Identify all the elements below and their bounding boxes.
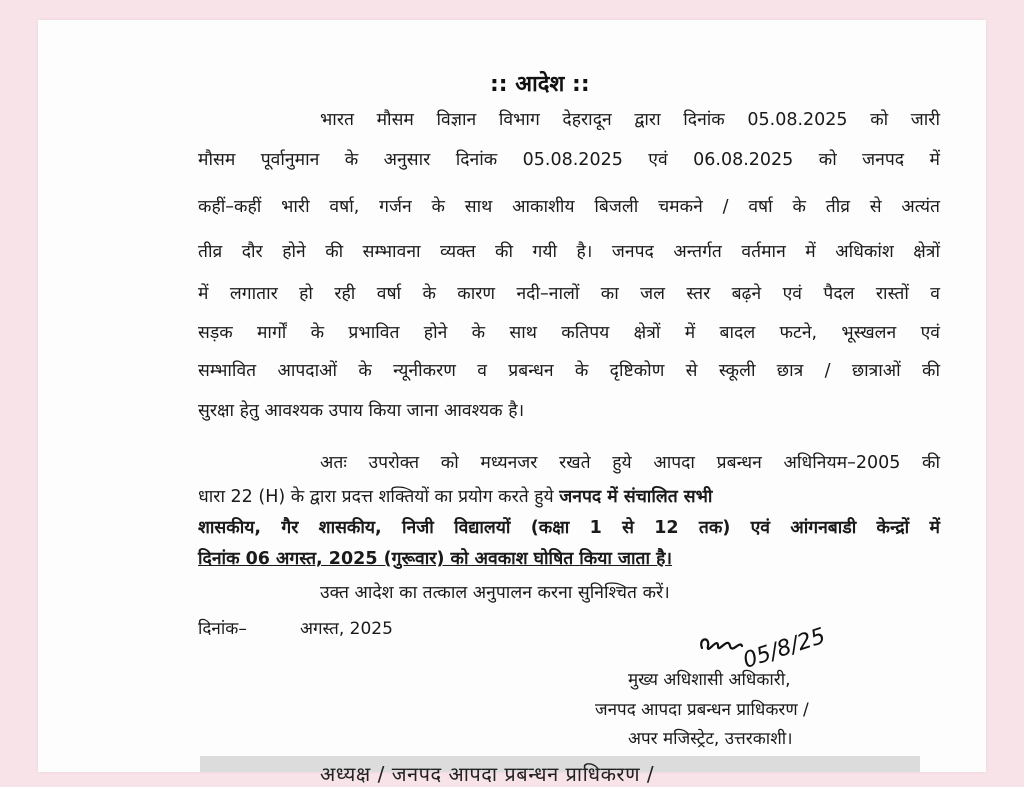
paragraph1-line8: सुरक्षा हेतु आवश्यक उपाय किया जाना आवश्यक है। — [198, 401, 525, 421]
paragraph2-line2-bold: जनपद में संचालित सभी — [559, 487, 713, 507]
paragraph1-line3: कहीं–कहीं भारी वर्षा, गर्जन के साथ आकाशीय बिजली चमकने / वर्षा के तीव्र से अत्यंत — [198, 197, 940, 217]
bottom-strip — [200, 756, 920, 786]
paragraph1-line2: मौसम पूर्वानुमान के अनुसार दिनांक 05.08.2025 एवं 06.08.2025 को जनपद में — [198, 150, 940, 170]
signature-line1: मुख्य अधिशासी अधिकारी, — [628, 670, 791, 690]
signature-line2: जनपद आपदा प्रबन्धन प्राधिकरण / — [595, 700, 809, 720]
paragraph1-line4: तीव्र दौर होने की सम्भावना व्यक्त की गयी है। जनपद अन्तर्गत वर्तमान में अधिकांश क्षेत्रों — [198, 242, 940, 262]
paragraph1-line1: भारत मौसम विज्ञान विभाग देहरादून द्वारा दिनांक 05.08.2025 को जारी — [320, 110, 940, 130]
paragraph2-line2-normal: धारा 22 (H) के द्वारा प्रदत्त शक्तियों का प्रयोग करते हुये — [198, 487, 560, 507]
paragraph2-line4: दिनांक 06 अगस्त, 2025 (गुरूवार) को अवकाश घोषित किया जाता है। — [198, 549, 673, 569]
handwritten-date: 05/8/25 — [740, 623, 829, 674]
paragraph2-line3: शासकीय, गैर शासकीय, निजी विद्यालयों (कक्षा 1 से 12 तक) एवं आंगनबाडी केन्द्रों में — [198, 518, 940, 538]
paragraph1-line7: सम्भावित आपदाओं के न्यूनीकरण व प्रबन्धन के दृष्टिकोण से स्कूली छात्र / छात्राओं की — [198, 361, 940, 381]
date-label: दिनांक– — [198, 619, 247, 639]
bottom-strip-text: अध्यक्ष / जनपद आपदा प्रबन्धन प्राधिकरण / — [320, 762, 655, 786]
paragraph1-line5: में लगातार हो रही वर्षा के कारण नदी–नालों का जल स्तर बढ़ने एवं पैदल रास्तों व — [198, 284, 940, 304]
paragraph2-line2 — [198, 482, 940, 512]
paragraph1-line6: सड़क मार्गों के प्रभावित होने के साथ कतिपय क्षेत्रों में बादल फटने, भूस्खलन एवं — [198, 323, 940, 343]
date-value: अगस्त, 2025 — [300, 619, 393, 639]
paragraph2-line1: अतः उपरोक्त को मध्यनजर रखते हुये आपदा प्रबन्धन अधिनियम–2005 की — [320, 453, 940, 473]
paragraph3: उक्त आदेश का तत्काल अनुपालन करना सुनिश्चित करें। — [320, 583, 670, 603]
signature-line3: अपर मजिस्ट्रेट, उत्तरकाशी। — [628, 729, 793, 749]
order-title: :: आदेश :: — [490, 72, 590, 97]
